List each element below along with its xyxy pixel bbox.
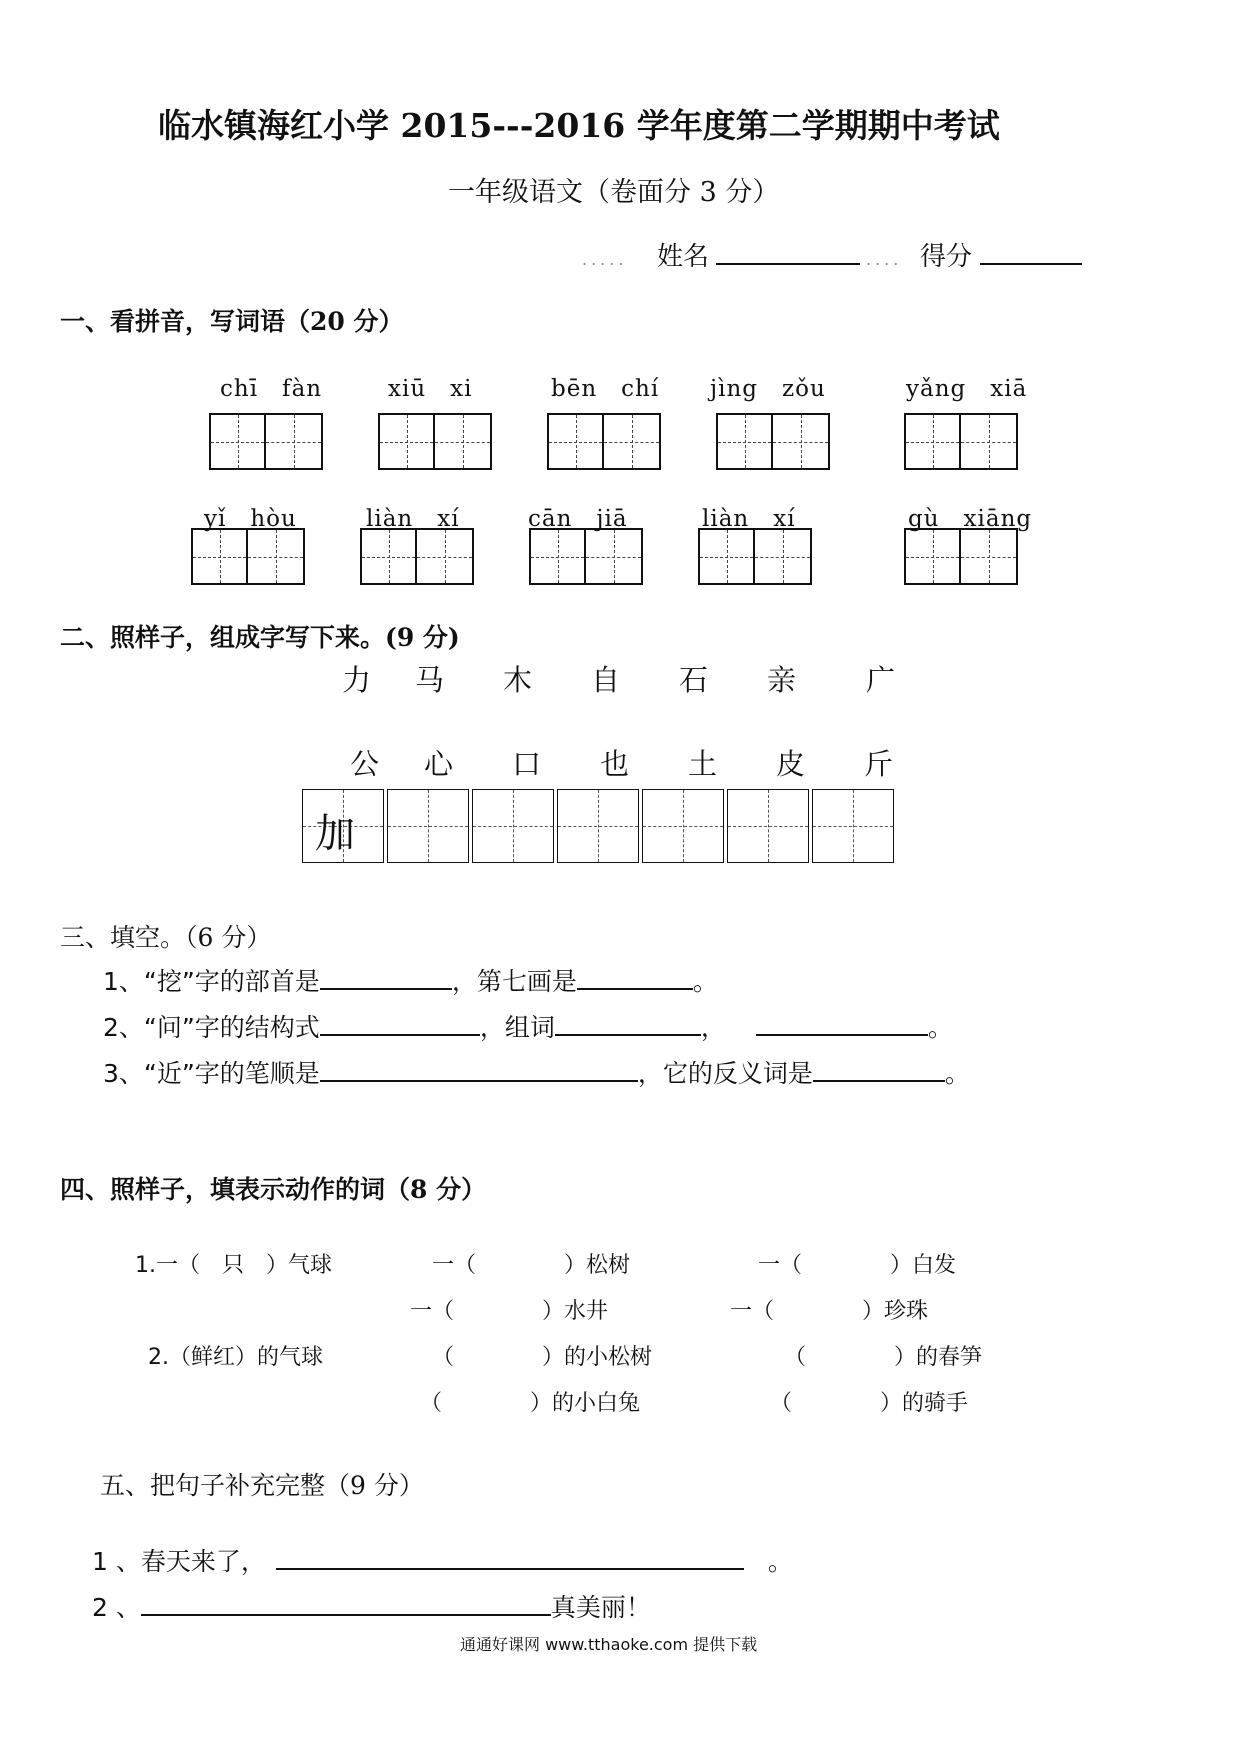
answer-blank[interactable] — [813, 1054, 945, 1082]
pinyin-label: gù xiāng — [908, 506, 1033, 532]
character: 也 — [600, 747, 630, 781]
question-text: 3、“近”字的笔顺是 — [103, 1059, 320, 1088]
pinyin-label: cān jiā — [528, 506, 628, 532]
name-field[interactable] — [716, 263, 860, 265]
section-2-heading: 二、照样子，组成字写下来。(9 分) — [60, 623, 460, 652]
character: 石 — [679, 663, 709, 697]
tianzige-answer-box[interactable] — [716, 413, 830, 470]
question-text: ， — [700, 1013, 726, 1042]
question-text: 1 、春天来了， — [92, 1547, 266, 1576]
answer-cell[interactable] — [642, 789, 724, 863]
character: 皮 — [776, 747, 806, 781]
footer-source: 通通好课网 www.tthaoke.com 提供下载 — [460, 1635, 758, 1654]
tianzige-answer-box[interactable] — [191, 528, 305, 585]
section-4-heading: 四、照样子，填表示动作的词（8 分） — [60, 1175, 487, 1204]
question-text: 2 、 — [92, 1593, 141, 1622]
adjective-item: （ ）的骑手 — [770, 1391, 969, 1416]
tianzige-answer-box[interactable] — [904, 413, 1018, 470]
question-3-1 — [103, 962, 718, 998]
tianzige-answer-box[interactable] — [904, 528, 1018, 585]
character: 斤 — [864, 747, 894, 781]
sample-cell — [302, 789, 384, 863]
answer-cell[interactable] — [387, 789, 469, 863]
answer-blank[interactable] — [756, 1008, 928, 1036]
question-text: 。 — [927, 1013, 953, 1042]
answer-blank[interactable] — [320, 1054, 638, 1082]
measure-word-item: 1.一（ 只 ）气球 — [135, 1253, 332, 1278]
answer-grid — [302, 789, 895, 865]
tianzige-answer-box[interactable] — [529, 528, 643, 585]
measure-word-item: 一（ ）水井 — [410, 1299, 609, 1324]
pinyin-label: chī fàn — [220, 376, 323, 402]
answer-cell[interactable] — [472, 789, 554, 863]
measure-word-item: 一（ ）珍珠 — [730, 1299, 929, 1324]
pinyin-label: bēn chí — [551, 376, 660, 402]
character: 马 — [415, 663, 445, 697]
question-text: 1、“挖”字的部首是 — [103, 967, 320, 996]
measure-word-item: 一（ ）白发 — [758, 1253, 957, 1278]
sample-character: 加 — [315, 811, 355, 857]
name-label: 姓名 — [657, 242, 710, 272]
decorative-dots: ..... — [582, 250, 628, 269]
section-3-heading: 三、填空。（6 分） — [60, 923, 272, 952]
answer-blank[interactable] — [141, 1588, 551, 1616]
tianzige-answer-box[interactable] — [378, 413, 492, 470]
character: 土 — [688, 747, 718, 781]
character: 力 — [342, 663, 372, 697]
pinyin-label: xiū xi — [388, 376, 473, 402]
question-text: 2、“问”字的结构式 — [103, 1013, 320, 1042]
pinyin-label: liàn xí — [702, 506, 796, 532]
section-1-heading: 一、看拼音，写词语（20 分） — [60, 307, 404, 336]
answer-blank[interactable] — [555, 1008, 701, 1036]
measure-word-item: 一（ ）松树 — [432, 1253, 631, 1278]
character: 心 — [424, 747, 454, 781]
tianzige-answer-box[interactable] — [360, 528, 474, 585]
answer-blank[interactable] — [320, 1008, 480, 1036]
answer-blank[interactable] — [320, 962, 452, 990]
character: 自 — [591, 663, 621, 697]
character: 口 — [512, 747, 542, 781]
answer-blank[interactable] — [577, 962, 693, 990]
pinyin-label: jìng zǒu — [710, 376, 826, 402]
score-field[interactable] — [980, 263, 1082, 265]
tianzige-answer-box[interactable] — [698, 528, 812, 585]
question-5-2 — [92, 1588, 651, 1624]
question-3-3 — [103, 1054, 970, 1090]
score-label: 得分 — [920, 242, 973, 272]
question-5-1 — [92, 1542, 793, 1578]
character: 木 — [503, 663, 533, 697]
exam-title: 临水镇海红小学 2015---2016 学年度第二学期期中考试 — [158, 106, 1000, 145]
adjective-item: （ ）的小松树 — [432, 1345, 653, 1370]
exam-subtitle: 一年级语文（卷面分 3 分） — [448, 177, 780, 208]
answer-cell[interactable] — [812, 789, 894, 863]
pinyin-label: yǎng xiā — [906, 376, 1028, 402]
answer-cell[interactable] — [557, 789, 639, 863]
answer-cell[interactable] — [727, 789, 809, 863]
question-text: ，第七画是 — [451, 967, 577, 996]
question-text: 。 — [692, 967, 718, 996]
question-text: 真美丽！ — [550, 1593, 651, 1622]
adjective-item: 2.（鲜红）的气球 — [148, 1345, 323, 1370]
character: 广 — [866, 663, 896, 697]
character: 亲 — [767, 663, 797, 697]
question-text: 。 — [944, 1059, 970, 1088]
question-text: ，它的反义词是 — [637, 1059, 813, 1088]
tianzige-answer-box[interactable] — [547, 413, 661, 470]
pinyin-label: yǐ hòu — [204, 506, 297, 532]
answer-blank[interactable] — [276, 1542, 744, 1570]
character: 公 — [350, 747, 380, 781]
tianzige-answer-box[interactable] — [209, 413, 323, 470]
decorative-dots: .... — [866, 250, 903, 269]
pinyin-label: liàn xí — [366, 506, 460, 532]
question-3-2 — [103, 1008, 953, 1044]
adjective-item: （ ）的小白兔 — [420, 1391, 641, 1416]
question-text: ，组词 — [479, 1013, 555, 1042]
question-text: 。 — [767, 1547, 793, 1576]
adjective-item: （ ）的春笋 — [784, 1345, 983, 1370]
section-5-heading: 五、把句子补充完整（9 分） — [100, 1471, 424, 1500]
